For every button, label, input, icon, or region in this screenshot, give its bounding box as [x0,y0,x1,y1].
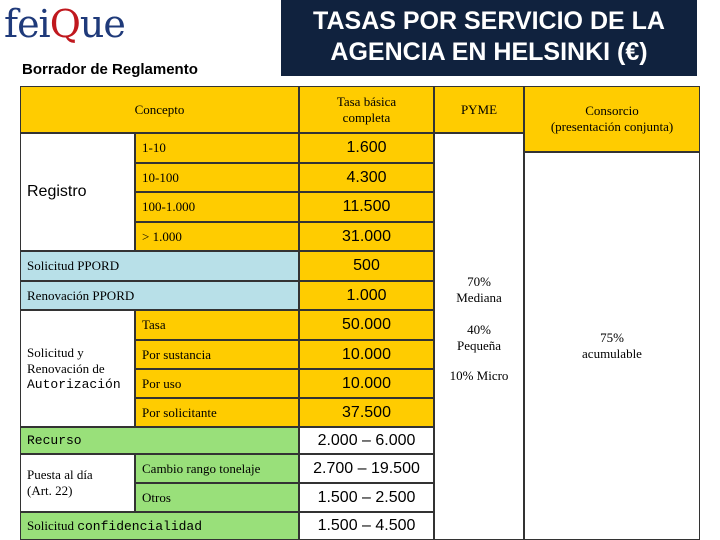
puesta-row-1: Cambio rango tonelaje [135,454,299,483]
title-line-2: AGENCIA EN HELSINKI (€) [330,38,648,66]
registro-range-3: 100-1.000 [135,192,299,222]
autorizacion-fee-4: 37.500 [299,398,434,427]
puesta-row-2: Otros [135,483,299,512]
header-pyme: PYME [434,86,524,133]
title-banner [281,0,697,76]
draft-label: Borrador de Reglamento [22,61,198,78]
registro-range-2: 10-100 [135,163,299,192]
recurso-fee: 2.000 – 6.000 [299,427,434,454]
autorizacion-fee-1: 50.000 [299,310,434,340]
pyme-micro: 10% Micro [449,368,509,383]
autorizacion-fee-2: 10.000 [299,340,434,369]
puesta-fee-1: 2.700 – 19.500 [299,454,434,483]
pyme-pequena: 40% Pequeña [456,322,502,353]
title-line-1: TASAS POR SERVICIO DE LA [313,7,665,35]
confidencial-label: Solicitud confidencialidad [20,512,299,540]
registro-range-4: > 1.000 [135,222,299,251]
ppord-renovacion-fee: 1.000 [299,281,434,310]
registro-fee-4: 31.000 [299,222,434,251]
header-tasa-basica: Tasa básica completa [299,86,434,133]
autorizacion-row-1: Tasa [135,310,299,340]
registro-fee-1: 1.600 [299,133,434,163]
autorizacion-fee-3: 10.000 [299,369,434,398]
puesta-fee-2: 1.500 – 2.500 [299,483,434,512]
autorizacion-row-3: Por uso [135,369,299,398]
feique-logo: feiQue [4,2,125,46]
consorcio-rate: 75% acumulable [582,330,642,361]
pyme-mediana: 70% Mediana [456,274,502,305]
registro-fee-3: 11.500 [299,192,434,222]
header-concepto: Concepto [20,86,299,133]
registro-fee-2: 4.300 [299,163,434,192]
autorizacion-row-2: Por sustancia [135,340,299,369]
puesta-label-cell: Puesta al día (Art. 22) [20,454,135,512]
ppord-solicitud-fee: 500 [299,251,434,281]
ppord-renovacion-label: Renovación PPORD [20,281,299,310]
confidencial-fee: 1.500 – 4.500 [299,512,434,540]
pyme-column [434,133,524,540]
ppord-solicitud-label: Solicitud PPORD [20,251,299,281]
recurso-label: Recurso [20,427,299,454]
autorizacion-label-cell: Solicitud y Renovación de Autorización [20,310,135,427]
registro-label-cell: Registro [20,133,135,251]
consorcio-column [524,152,700,540]
registro-range-1: 1-10 [135,133,299,163]
header-consorcio: Consorcio (presentación conjunta) [524,86,700,152]
autorizacion-row-4: Por solicitante [135,398,299,427]
